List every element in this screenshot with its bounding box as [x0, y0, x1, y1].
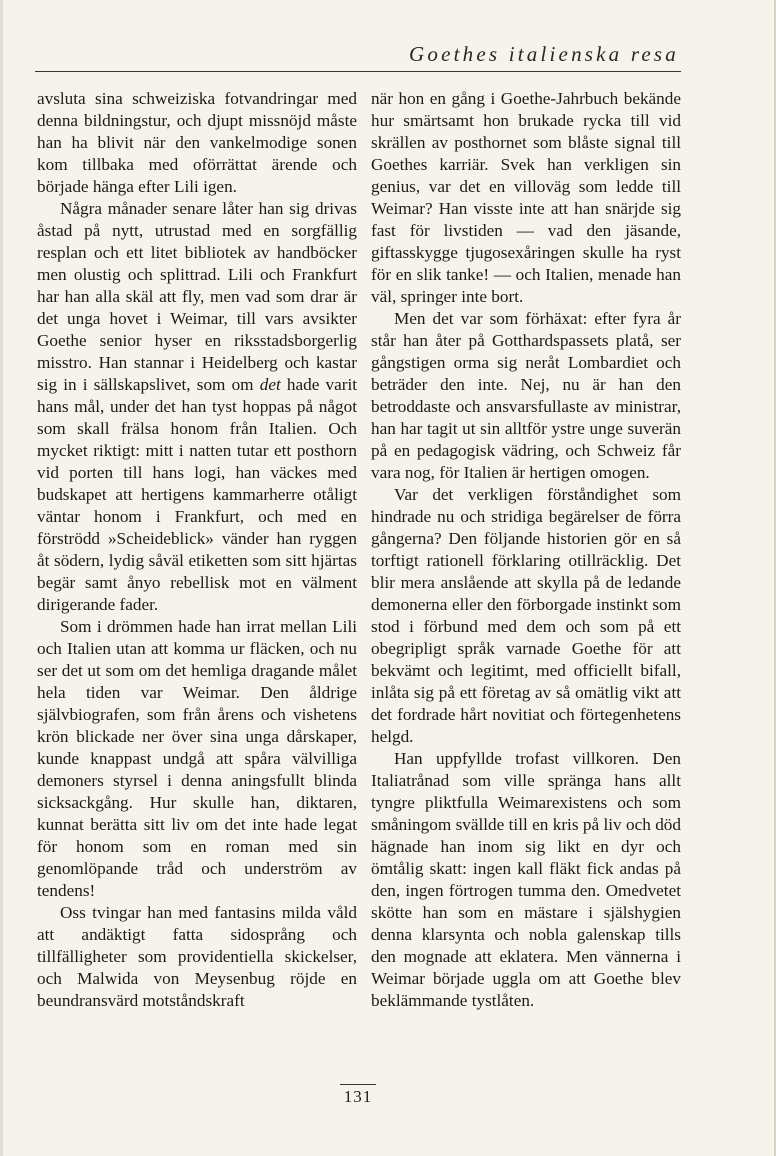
left-paragraph-2-text: Några månader senare låter han sig drivas åstad på nytt, utrustad med en sorgfällig resplan och ett litet bibliotek av handböcker men olustig och splittrad. Lili och Frankfurt har han alla skäl att fly, men vad som drar är det unga hovet i Weimar, till vars avsikter Goethe senior hyser en riksstadsborgerlig misstro. Han stannar i Heidelberg och kastar sig in i sällskapslivet, som om — [37, 199, 357, 394]
right-paragraph-4: Han uppfyllde trofast villkoren. Den Italiatrånad som ville spränga hans allt tyngre pliktfulla Weimarexistens och som småningom svällde till en kris på liv och död hägnade han inom sig likt en dyr och ömtålig skatt: ingen kall fläkt fick andas på den, ingen förtrogen tumma den. Omedvetet skötte han som en mästare i själshygien denna klarsynta och nobla galenskap tills den mognade att eklatera. Men vännerna i Weimar började uggla om att Goethe blev beklämmande tystlåten. — [371, 749, 681, 1010]
left-paragraph-2 — [37, 198, 357, 616]
footer-rule — [340, 1084, 376, 1085]
left-column — [37, 88, 357, 1012]
page-number: 131 — [343, 1087, 373, 1106]
left-paragraph-1: avsluta sina schweiziska fotvandringar med denna bildningstur, och djupt missnöjd måste han ha blivit när den vankelmodige sonen kom tillbaka med oförrättat ärende och började hänga efter Lili igen. — [37, 89, 357, 196]
left-paragraph-4: Oss tvingar han med fantasins milda våld att andäktigt fatta sidosprång och tillfälligheter som providentiella skickelser, och Malwida von Meysenbug röjde en beundransvärd motståndskraft — [37, 903, 357, 1010]
italic-emphasis: det — [259, 375, 281, 394]
right-paragraph-3: Var det verkligen förståndighet som hindrade nu och stridiga begärelser de förra gångerna? Den följande historien gör en så torftigt rationell förklaring otillräcklig. Det blir mera anslående att skylla på de ledande demonerna eller den förborgade instinkt som stod i förbund med dem och som på ett obegripligt språk varnade Goethe för att bekvämt och legitimt, med officiellt bifall, inlåta sig på ett företag av så omätlig vikt att det fordrade hårt novitiat och förtegenhetens helgd. — [371, 485, 681, 746]
right-column — [371, 88, 681, 1012]
left-paragraph-2-continued: hade varit hans mål, under det han tyst hoppas på något som skall frälsa honom från Italien. Och mycket riktigt: mitt i natten tutar ett posthorn vid porten till hans logi, han väckes med budskapet att hertigens kammarherre otåligt väntar honom i Frankfurt, och med en förströdd »Scheideblick» vänder han ryggen åt södern, lydig såväl etiketten som sitt hjärtas begär samt ånyo rebellisk mot en välment dirigerande fader. — [37, 375, 357, 614]
running-title: Goethes italienska resa — [409, 42, 679, 66]
left-paragraph-3: Som i drömmen hade han irrat mellan Lili och Italien utan att komma ur fläcken, och nu ser det ut som om det hemliga dragande målet hela tiden var Weimar. Den åldrige självbiografen, som från årens och vishetens krön blickade ner över sina unga dårskaper, kunde knappast undgå att spåra välvilliga demoners styrsel i denna aningsfullt blinda sicksackgång. Hur skulle han, diktaren, kunnat berätta sitt liv om det inte hade legat för honom som en roman med sin genomlöpande tråd och underström av tendens! — [37, 617, 357, 900]
header-rule — [35, 71, 681, 72]
right-paragraph-1: när hon en gång i Goethe-Jahrbuch bekände hur smärtsamt hon brukade rycka till vid skrällen av posthornet som blåste signal till Goethes karriär. Svek han verkligen sin genius, var det en villoväg som ledde till Weimar? Han visste inte att han snärjde sig fast för livstiden — vad den jäsande, giftasskygge tjugosexåringen skulle ha ryst för en slik tanke! — och Italien, menade han väl, springer inte bort. — [371, 89, 681, 306]
right-paragraph-2: Men det var som förhäxat: efter fyra år står han åter på Gotthardspassets platå, ser gångstigen orma sig neråt Lombardiet och beträder den inte. Nej, nu är han den betroddaste och ansvarsfullaste av ministrar, han har tagit ut sin alltför ystre unge suverän på en pedagogisk vädring, och Schweiz får vara nog, för Italien är hertigen omogen. — [371, 309, 681, 482]
